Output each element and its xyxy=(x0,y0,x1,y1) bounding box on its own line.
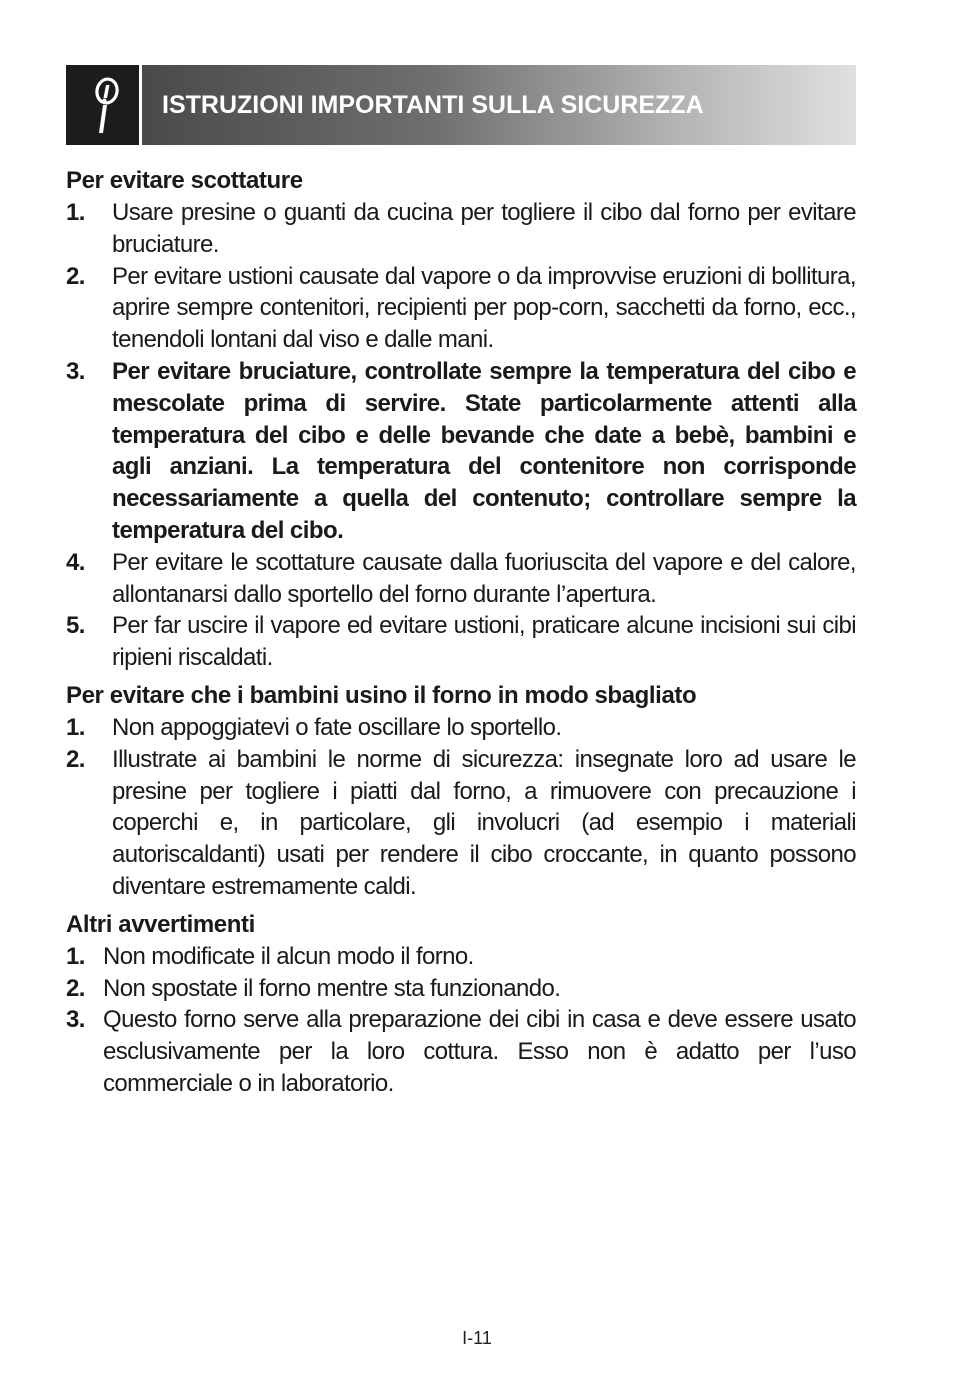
item-number: 3. xyxy=(66,1006,85,1034)
list-item xyxy=(66,973,856,1005)
section-title: Altri avvertimenti xyxy=(66,910,255,938)
header-icon-box xyxy=(66,65,142,145)
list-item xyxy=(66,261,856,356)
section-title: Per evitare scottature xyxy=(66,167,303,194)
item-text: Questo forno serve alla preparazione dei cibi in casa e deve essere usato esclusivamente per la loro cottura. Esso non è adatto per l’uso commerciale o in laboratorio. xyxy=(103,1006,856,1097)
list-item xyxy=(66,1004,856,1099)
item-list xyxy=(66,941,856,1100)
item-list xyxy=(66,712,856,903)
item-text: Per evitare ustioni causate dal vapore o da improvvise eruzioni di bollitura, aprire sempre contenitori, recipienti per pop-corn, sacchetti da forno, ecc., tenendoli lontani dal viso e dalle mani. xyxy=(112,262,856,354)
section-title: Per evitare che i bambini usino il forno in modo sbagliato xyxy=(66,681,697,709)
list-item xyxy=(66,547,856,611)
item-number: 5. xyxy=(66,612,85,640)
item-text: Illustrate ai bambini le norme di sicurezza: insegnate loro ad usare le presine per togliere i piatti dal forno, a rimuovere con precauzione i coperchi e, in particolare, gli involucri (ad esempio i materiali autoriscaldanti) usati per rendere il cibo croccante, in quanto possono diventare estremamente caldi. xyxy=(112,745,856,900)
item-text: Non spostate il forno mentre sta funzionando. xyxy=(103,974,561,1002)
item-text: Per evitare le scottature causate dalla fuoriuscita del vapore e del calore, allontanarsi dallo sportello del forno durante l’apertura. xyxy=(112,548,856,608)
list-item-bold xyxy=(66,356,856,547)
list-item xyxy=(66,712,856,744)
list-item xyxy=(66,610,856,674)
item-text: Usare presine o guanti da cucina per togliere il cibo dal forno per evitare bruciature. xyxy=(112,199,856,258)
header-title-box xyxy=(142,65,856,145)
section-other-warnings xyxy=(66,909,856,1100)
list-item xyxy=(66,197,856,261)
section-children xyxy=(66,680,856,903)
page-number: I-11 xyxy=(462,1328,492,1348)
item-number: 4. xyxy=(66,548,85,576)
content xyxy=(66,165,856,1100)
item-text: Non appoggiatevi o fate oscillare lo sportello. xyxy=(112,713,562,741)
item-text: Per far uscire il vapore ed evitare ustioni, praticare alcune incisioni sui cibi ripieni riscaldati. xyxy=(112,612,856,672)
item-number: 3. xyxy=(66,357,85,385)
list-item xyxy=(66,744,856,903)
item-number: 1. xyxy=(66,199,85,226)
page xyxy=(66,65,856,1100)
item-text: Per evitare bruciature, controllate sempre la temperatura del cibo e mescolate prima di servire. State particolarmente attenti alla temperatura del cibo e delle bevande che date a bebè, bambini e agli anziani. La temperatura del contenitore non corrisponde necessariamente a quella del contenuto; controllare sempre la temperatura del cibo. xyxy=(112,357,856,544)
exclamation-icon xyxy=(90,77,120,135)
list-item xyxy=(66,941,856,973)
item-number: 1. xyxy=(66,942,85,970)
page-title: ISTRUZIONI IMPORTANTI SULLA SICUREZZA xyxy=(162,90,704,119)
item-text: Non modificate il alcun modo il forno. xyxy=(103,942,474,970)
item-number: 1. xyxy=(66,713,85,741)
item-number: 2. xyxy=(66,262,85,290)
section-burns xyxy=(66,165,856,674)
item-number: 2. xyxy=(66,974,85,1002)
item-list xyxy=(66,197,856,674)
section-header xyxy=(66,65,856,145)
item-number: 2. xyxy=(66,745,85,773)
